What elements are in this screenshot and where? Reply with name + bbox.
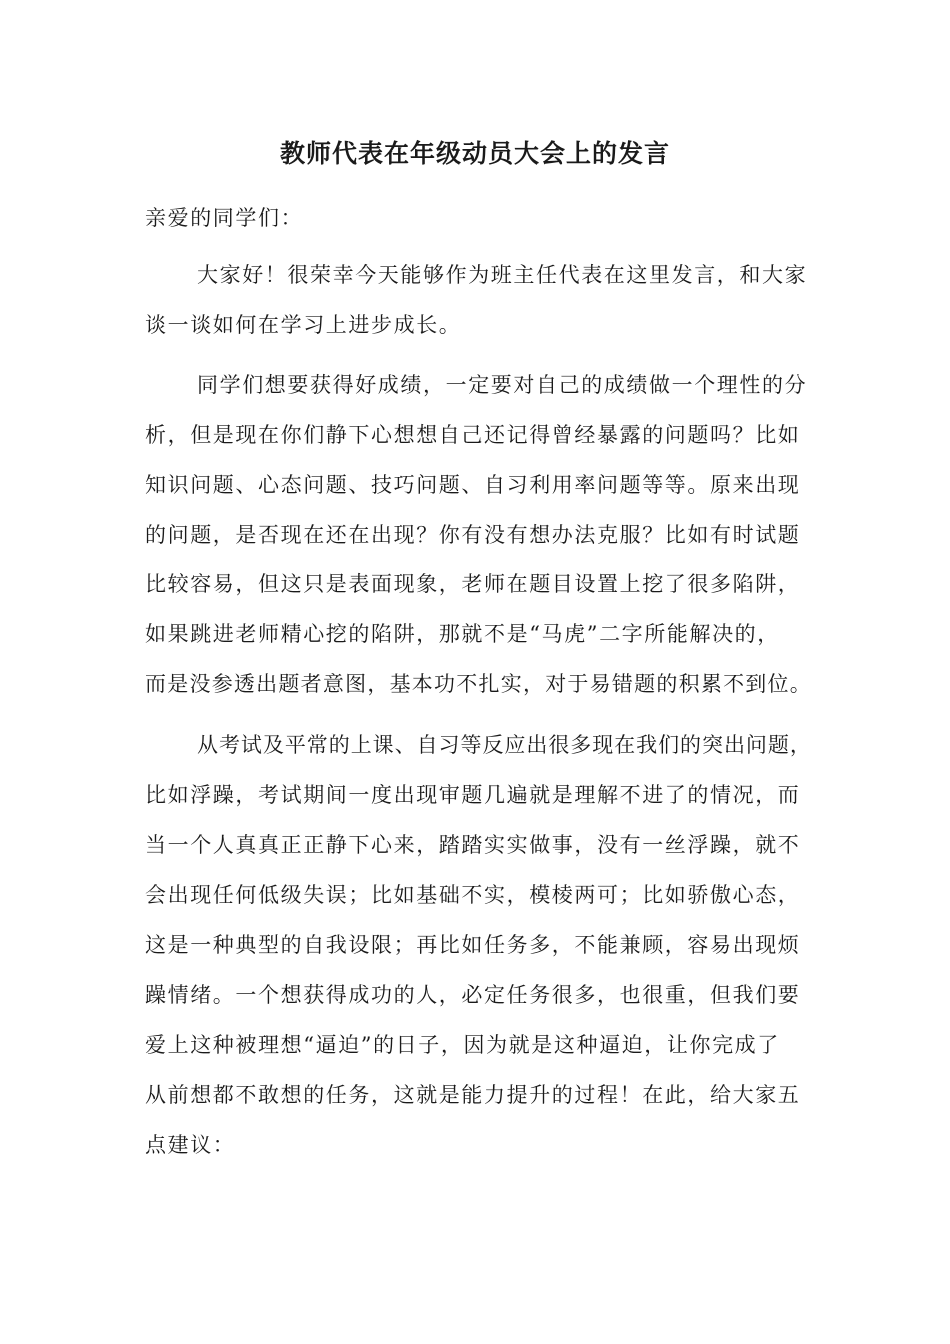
paragraph-2-line-5: 比较容易，但这只是表面现象，老师在题目设置上挖了很多陷阱， <box>145 572 801 596</box>
paragraph-3-line-8: 从前想都不敢想的任务，这就是能力提升的过程！在此，给大家五 <box>145 1083 801 1107</box>
salutation: 亲爱的同学们： <box>145 206 304 230</box>
paragraph-2-line-4: 的问题，是否现在还在出现？你有没有想办法克服？比如有时试题 <box>145 523 801 547</box>
paragraph-3-line-4: 会出现任何低级失误；比如基础不实，模棱两可；比如骄傲心态， <box>145 883 801 907</box>
paragraph-1-line-1: 大家好！很荣幸今天能够作为班主任代表在这里发言，和大家 <box>197 263 808 287</box>
paragraph-3-line-5: 这是一种典型的自我设限；再比如任务多，不能兼顾，容易出现烦 <box>145 933 801 957</box>
paragraph-2-line-1: 同学们想要获得好成绩，一定要对自己的成绩做一个理性的分 <box>197 373 808 397</box>
paragraph-1-line-2: 谈一谈如何在学习上进步成长。 <box>145 313 462 337</box>
paragraph-3-line-2: 比如浮躁，考试期间一度出现审题几遍就是理解不进了的情况，而 <box>145 783 801 807</box>
paragraph-2-line-7: 而是没参透出题者意图，基本功不扎实，对于易错题的积累不到位。 <box>145 672 812 696</box>
paragraph-3-line-9: 点建议： <box>145 1133 236 1157</box>
paragraph-2-line-6: 如果跳进老师精心挖的陷阱，那就不是“马虎”二字所能解决的， <box>145 622 780 646</box>
paragraph-3-line-3: 当一个人真真正正静下心来，踏踏实实做事，没有一丝浮躁，就不 <box>145 833 801 857</box>
paragraph-2-line-2: 析，但是现在你们静下心想想自己还记得曾经暴露的问题吗？比如 <box>145 423 801 447</box>
document-title: 教师代表在年级动员大会上的发言 <box>279 139 670 168</box>
paragraph-3-line-7: 爱上这种被理想“逼迫”的日子，因为就是这种逼迫，让你完成了 <box>145 1033 780 1057</box>
paragraph-3-line-1: 从考试及平常的上课、自习等反应出很多现在我们的突出问题， <box>197 733 812 757</box>
paragraph-3-line-6: 躁情绪。一个想获得成功的人，必定任务很多，也很重，但我们要 <box>145 983 801 1007</box>
paragraph-2-line-3: 知识问题、心态问题、技巧问题、自习利用率问题等等。原来出现 <box>145 473 801 497</box>
